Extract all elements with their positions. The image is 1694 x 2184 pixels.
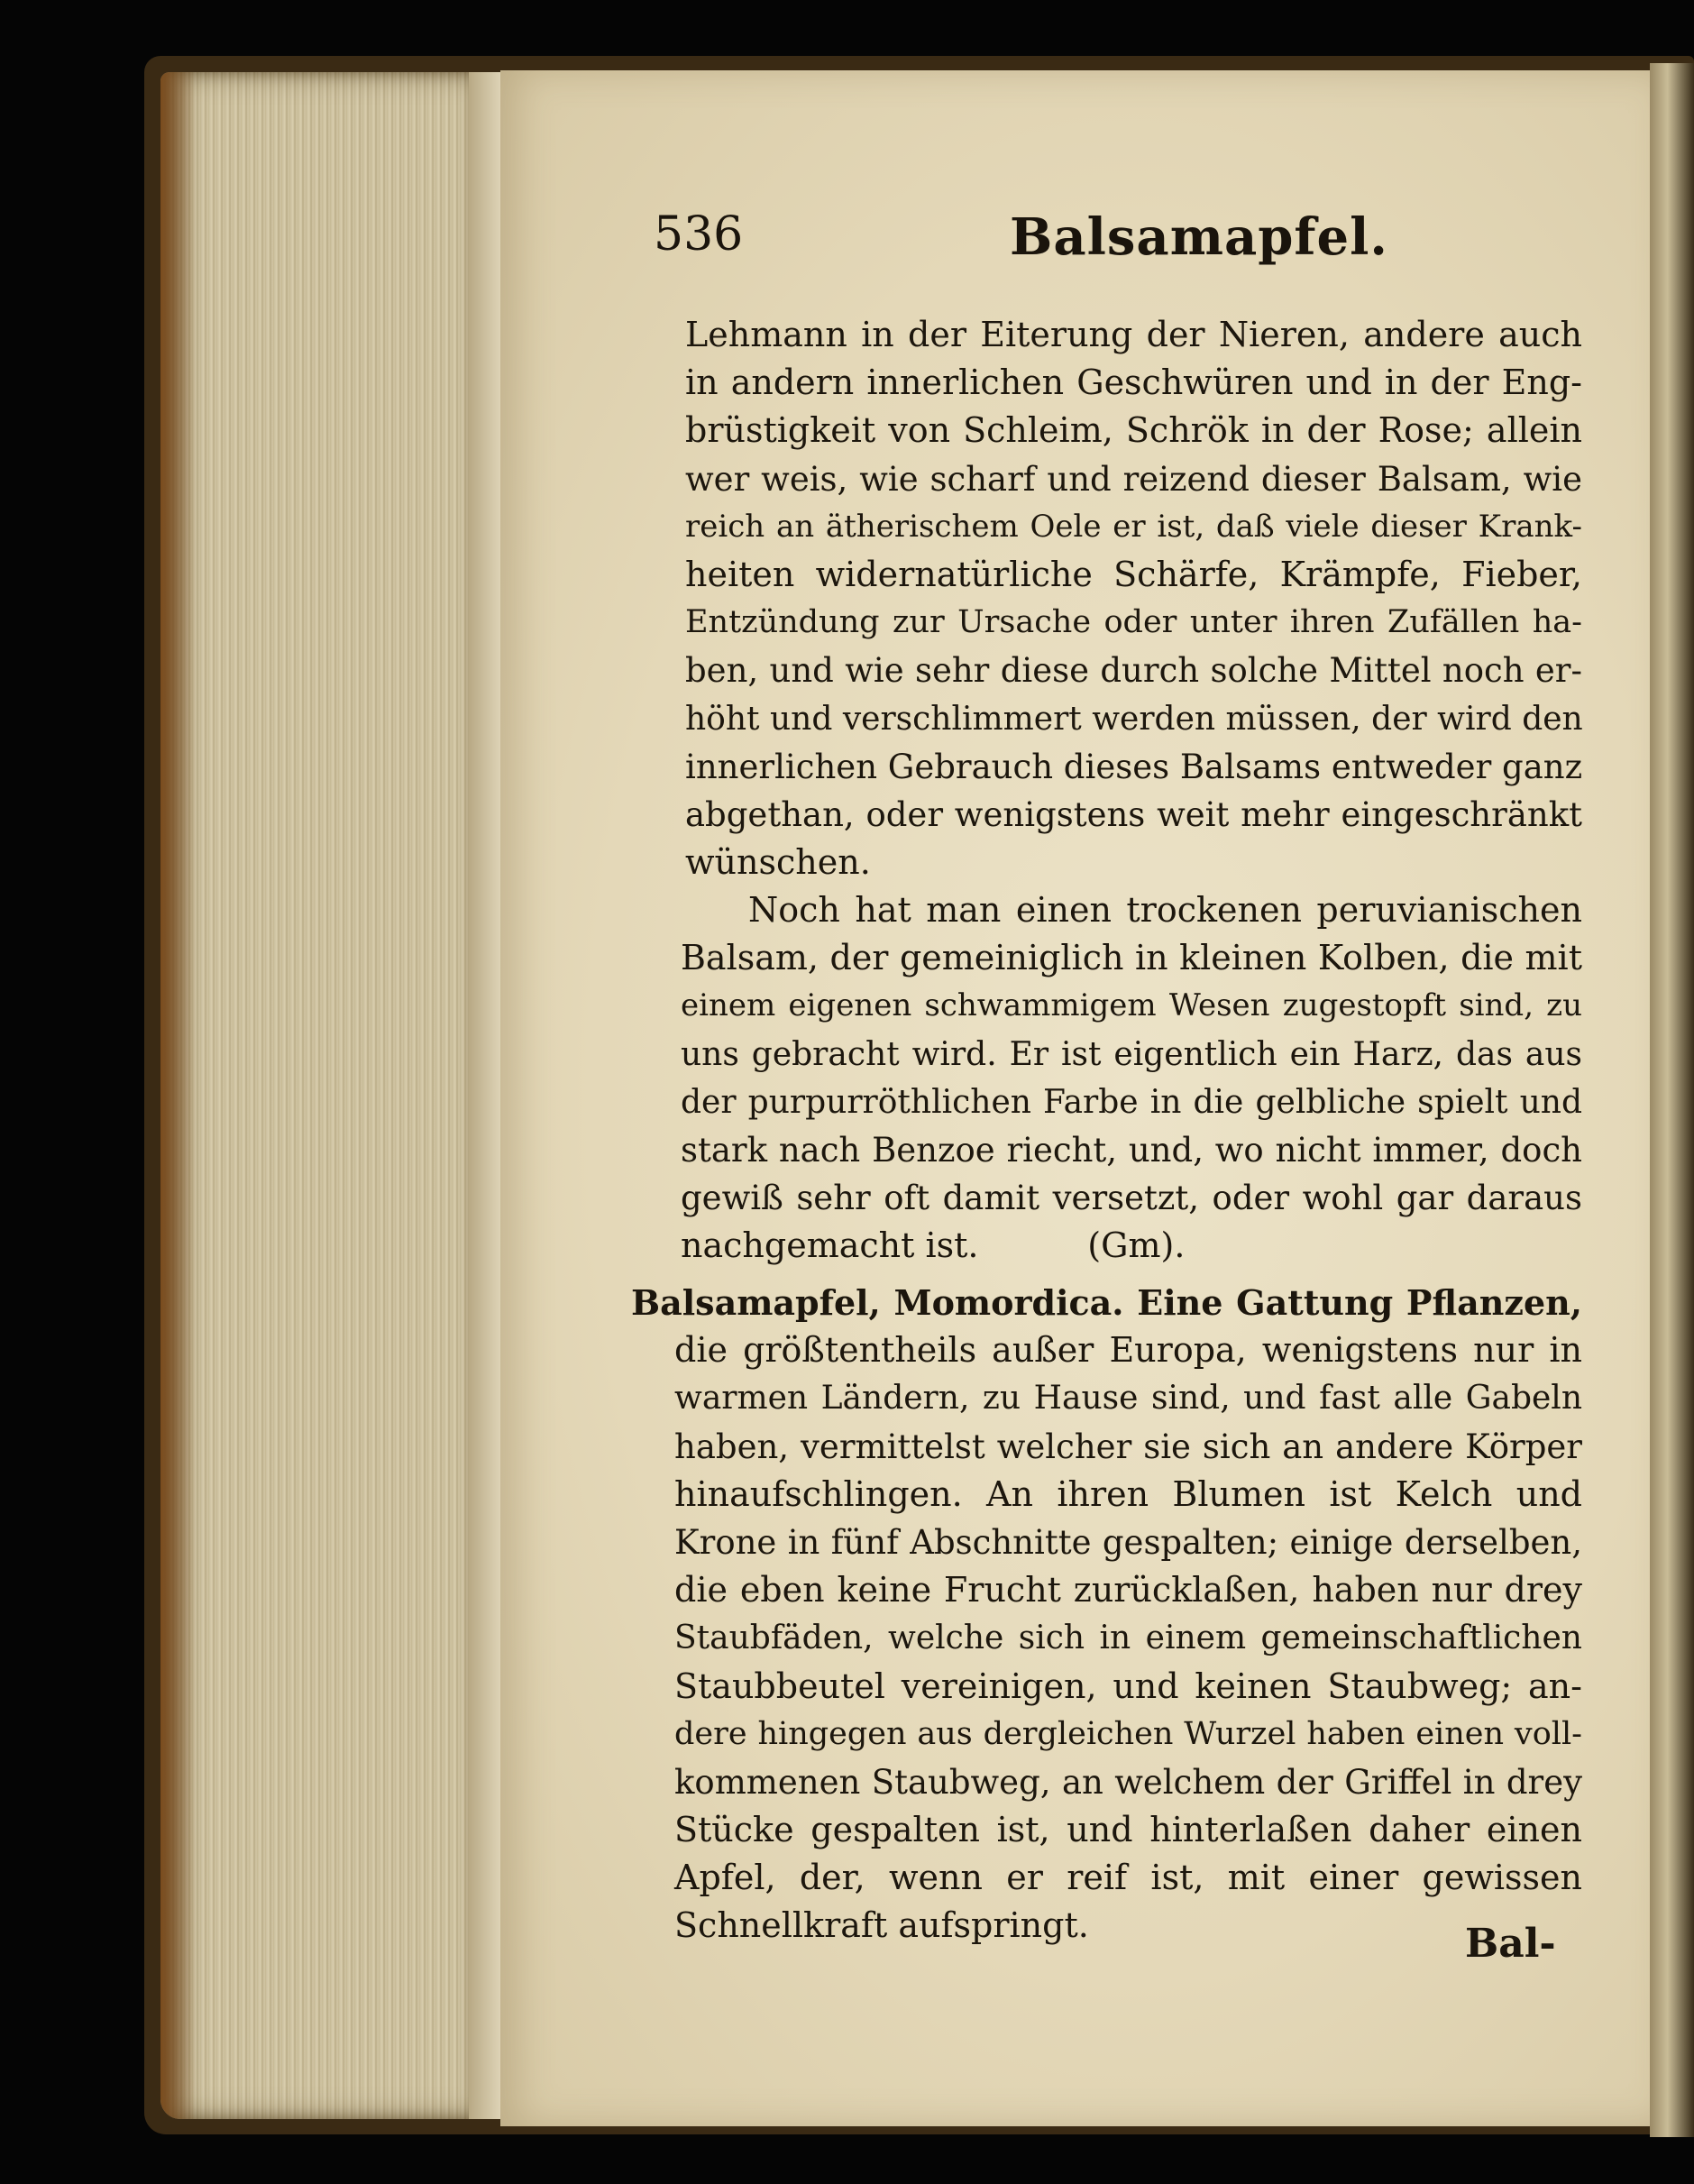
text-line: uns gebracht wird. Er ist eigentlich ein Harz, das aus xyxy=(681,1035,1582,1073)
text-line: die größtentheils außer Europa, wenigstens nur in xyxy=(674,1330,1582,1371)
text-line: Noch hat man einen trockenen peruvianischen xyxy=(748,890,1582,930)
text-line: Apfel, der, wenn er reif ist, mit einer gewissen xyxy=(674,1858,1582,1898)
text-line: höht und verschlimmert werden müssen, der wird den xyxy=(685,700,1583,738)
text-line: hinaufschlingen. An ihren Blumen ist Kelch und xyxy=(674,1473,1582,1514)
paragraph-peruvian-balsam xyxy=(681,886,1582,1271)
text-line: Krone in fünf Abschnitte gespalten; einige derselben, xyxy=(674,1522,1582,1562)
paragraph-continuation xyxy=(685,311,1582,886)
text-line: in andern innerlichen Geschwüren und in der Eng- xyxy=(685,362,1582,403)
catchword: Bal- xyxy=(1465,1921,1556,1967)
text-line: der purpurröthlichen Farbe in die gelbliche spielt und xyxy=(681,1083,1582,1121)
text-line: wünschen. xyxy=(685,842,871,883)
text-line: dere hingegen aus dergleichen Wurzel haben einen voll- xyxy=(674,1715,1582,1752)
text-line: reich an ätherischem Oele er ist, daß viele dieser Krank- xyxy=(685,508,1582,545)
text-line: Schnellkraft aufspringt. xyxy=(674,1905,1089,1946)
text-line: heiten widernatürliche Schärfe, Krämpfe, Fieber, xyxy=(685,554,1582,594)
text-line: brüstigkeit von Schleim, Schrök in der Rose; allein xyxy=(685,410,1582,451)
facing-page-edge xyxy=(1650,63,1694,2137)
text-line: stark nach Benzoe riecht, und, wo nicht immer, doch xyxy=(681,1130,1582,1170)
text-line: haben, vermittelst welcher sie sich an andere Körper xyxy=(674,1427,1582,1466)
text-line: gewiß sehr oft damit versetzt, oder wohl gar daraus xyxy=(681,1179,1582,1218)
running-title: Balsamapfel. xyxy=(1010,207,1388,267)
text-line: Staubbeutel vereinigen, und keinen Staubweg; an- xyxy=(674,1666,1582,1706)
text-line: nachgemacht ist. (Gm). xyxy=(681,1225,1186,1266)
text-line: abgethan, oder wenigstens weit mehr eingeschränkt xyxy=(685,794,1582,834)
text-line: wer weis, wie scharf und reizend dieser Balsam, wie xyxy=(685,459,1582,499)
text-line: innerlichen Gebrauch dieses Balsams entweder ganz xyxy=(685,747,1583,786)
text-line: warmen Ländern, zu Hause sind, und fast alle Gabeln xyxy=(674,1380,1582,1418)
text-line: Lehmann in der Eiterung der Nieren, andere auch xyxy=(685,315,1582,354)
text-line: die eben keine Frucht zurücklaßen, haben nur drey xyxy=(674,1570,1582,1610)
page-edges xyxy=(160,72,476,2119)
entry-headword-line: Balsamapfel, Momordica. Eine Gattung Pflanzen, xyxy=(631,1282,1582,1323)
page-gutter xyxy=(469,72,505,2119)
text-line: kommenen Staubweg, an welchem der Griffel in drey xyxy=(674,1762,1582,1802)
page-number: 536 xyxy=(654,207,744,262)
page-header xyxy=(654,207,1600,289)
text-line: Entzündung zur Ursache oder unter ihren Zufällen ha- xyxy=(685,604,1582,641)
text-line: Balsam, der gemeiniglich in kleinen Kolben, die mit xyxy=(681,938,1582,978)
text-line: ben, und wie sehr diese durch solche Mittel noch er- xyxy=(685,651,1582,691)
entry-balsamapfel xyxy=(631,1279,1582,1950)
text-line: Stücke gespalten ist, und hinterlaßen daher einen xyxy=(674,1810,1582,1850)
text-line: einem eigenen schwammigem Wesen zugestopft sind, zu xyxy=(681,987,1582,1024)
text-line: Staubfäden, welche sich in einem gemeinschaftlichen xyxy=(674,1620,1582,1657)
